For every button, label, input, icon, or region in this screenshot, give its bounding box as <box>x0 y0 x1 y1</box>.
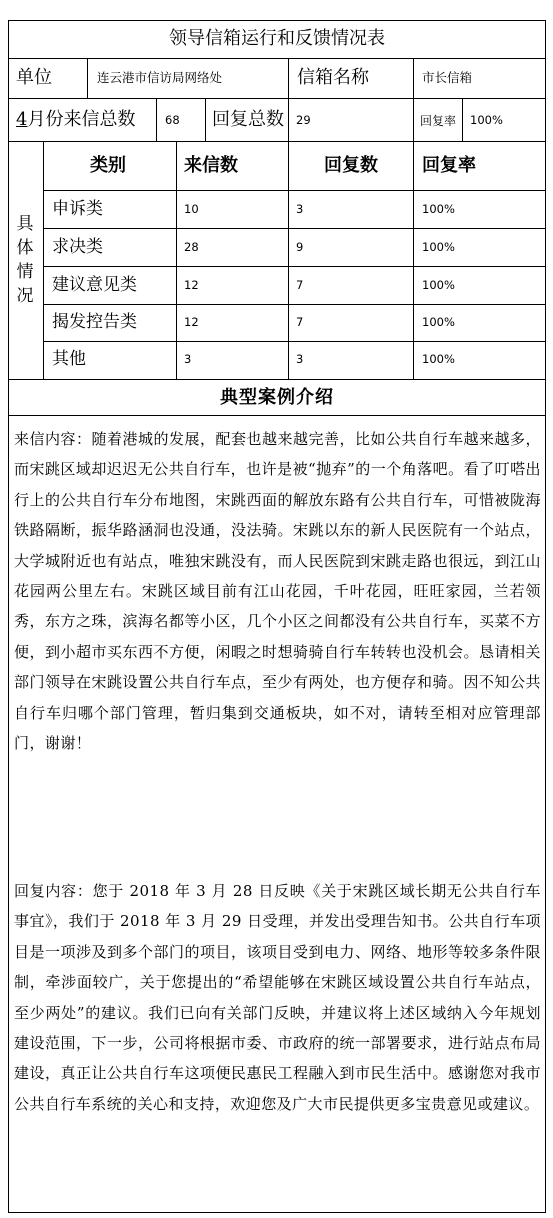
div-detail-1 <box>176 141 177 380</box>
rule-after-row-3 <box>43 304 546 305</box>
row-category: 揭发控告类 <box>52 312 137 332</box>
border-bottom <box>8 1212 546 1213</box>
unit-label: 单位 <box>16 67 52 88</box>
row-replies: 7 <box>296 315 304 329</box>
border-left <box>8 20 9 1213</box>
col-header-letters: 来信数 <box>184 155 238 176</box>
total-letters-value: 68 <box>165 113 180 127</box>
row-replies: 3 <box>296 352 304 366</box>
col-header-category: 类别 <box>90 155 126 176</box>
rule-after-detail <box>8 379 546 380</box>
total-replies-label: 回复总数 <box>212 109 284 130</box>
col-header-replies: 回复数 <box>324 155 378 176</box>
detail-label-char: 体 <box>16 238 34 258</box>
letter-content: 来信内容：随着港城的发展，配套也越来越完善，比如公共自行车越来越多，而宋跳区域却迟迟无公共自行车，也许是被“抛弃”的一个角落吧。看了叮嗒出行上的公共自行车分布地图，宋跳西面的解放东路有公共自行车，可惜被陇海铁路隔断，振华路涵洞也没通，没法骑。宋跳以东的新人民医院有一个站点，大学城附近也有站点，唯独宋跳没有，而人民医院到宋跳走路也很远，到江山花园两公里左右。宋跳区域目前有江山花园，千叶花园，旺旺家园，兰若领秀，东方之珠，滨海名都等小区，几个小区之间都没有公共自行车，买菜不方便，到小超市买东西不方便，闲暇之时想骑骑自行车转转也没机会。恳请相关部门领导在宋跳设置公共自行车点，至少有两处，也方便存和骑。因不知公共自行车归哪个部门管理，暂归集到交通板块，如不对，请转至相对应管理部门，谢谢！ <box>14 430 541 753</box>
row-letters: 28 <box>184 240 199 254</box>
row-replies: 9 <box>296 240 304 254</box>
mailbox-name-value: 市长信箱 <box>422 70 473 85</box>
rule-after-title <box>8 58 546 59</box>
rule-after-colhead <box>43 190 546 191</box>
case-heading: 典型案例介绍 <box>220 387 334 408</box>
unit-value: 连云港市信访局网络处 <box>97 70 223 85</box>
row-letters: 10 <box>184 202 199 216</box>
row-category: 申诉类 <box>52 199 103 219</box>
div-unit-1 <box>87 58 88 99</box>
row-rate: 100% <box>422 240 455 254</box>
month-total-label <box>16 111 135 129</box>
rule-after-row-1 <box>43 228 546 229</box>
row-category: 建议意见类 <box>52 275 137 295</box>
detail-label-char: 况 <box>16 286 34 306</box>
row-replies: 7 <box>296 278 304 292</box>
row-rate: 100% <box>422 202 455 216</box>
month-number: 4 <box>16 109 28 130</box>
rule-after-unit <box>8 98 546 99</box>
reply-rate-label: 回复率 <box>420 114 457 128</box>
row-letters: 12 <box>184 315 199 329</box>
row-letters: 12 <box>184 278 199 292</box>
div-detail-3 <box>413 141 414 380</box>
row-rate: 100% <box>422 315 455 329</box>
border-right <box>545 20 546 1213</box>
rule-after-row-4 <box>43 341 546 342</box>
row-letters: 3 <box>184 352 192 366</box>
div-sum-3 <box>288 98 289 142</box>
div-unit-2 <box>288 58 289 99</box>
row-rate: 100% <box>422 352 455 366</box>
detail-label-char: 情 <box>16 262 34 282</box>
rule-after-row-2 <box>43 266 546 267</box>
detail-label-char: 具 <box>16 214 34 234</box>
total-replies-value: 29 <box>296 113 311 127</box>
row-rate: 100% <box>422 278 455 292</box>
detail-section-label <box>14 212 36 308</box>
div-unit-3 <box>413 58 414 99</box>
rule-after-case-heading <box>8 415 546 416</box>
div-sum-4 <box>413 98 414 142</box>
border-top <box>8 20 546 21</box>
form-title: 领导信箱运行和反馈情况表 <box>169 28 385 49</box>
row-category: 其他 <box>52 349 86 369</box>
col-header-rate: 回复率 <box>422 155 476 176</box>
row-category: 求决类 <box>52 237 103 257</box>
month-total-text: 月份来信总数 <box>27 109 136 130</box>
div-sum-1 <box>156 98 157 142</box>
div-detail-0 <box>43 141 44 380</box>
detail-label-char <box>14 212 36 308</box>
row-replies: 3 <box>296 202 304 216</box>
div-detail-2 <box>288 141 289 380</box>
div-sum-5 <box>462 98 463 142</box>
reply-rate-value: 100% <box>470 113 503 127</box>
mailbox-name-label: 信箱名称 <box>297 67 369 88</box>
div-sum-2 <box>205 98 206 142</box>
rule-after-summary <box>8 141 546 142</box>
reply-content: 回复内容：您于 2018 年 3 月 28 日反映《关于宋跳区域长期无公共自行车事宜》，我们于 2018 年 3 月 29 日受理，并发出受理告知书。公共自行车项目是一项涉及到多个部门的项目，该项目受到电力、网络、地形等较多条件限制，牵涉面较广，关于您提出的“希望能够在宋跳区域设置公共自行车站点，至少两处”的建议。我们已向有关部门反映，并建议将上述区域纳入今年规划建设范围，下一步，公司将根据市委、市政府的统一部署要求，进行站点布局建设，真正让公共自行车这项便民惠民工程融入到市民生活中。感谢您对我市公共自行车系统的关心和支持，欢迎您及广大市民提供更多宝贵意见或建议。 <box>14 882 541 1113</box>
